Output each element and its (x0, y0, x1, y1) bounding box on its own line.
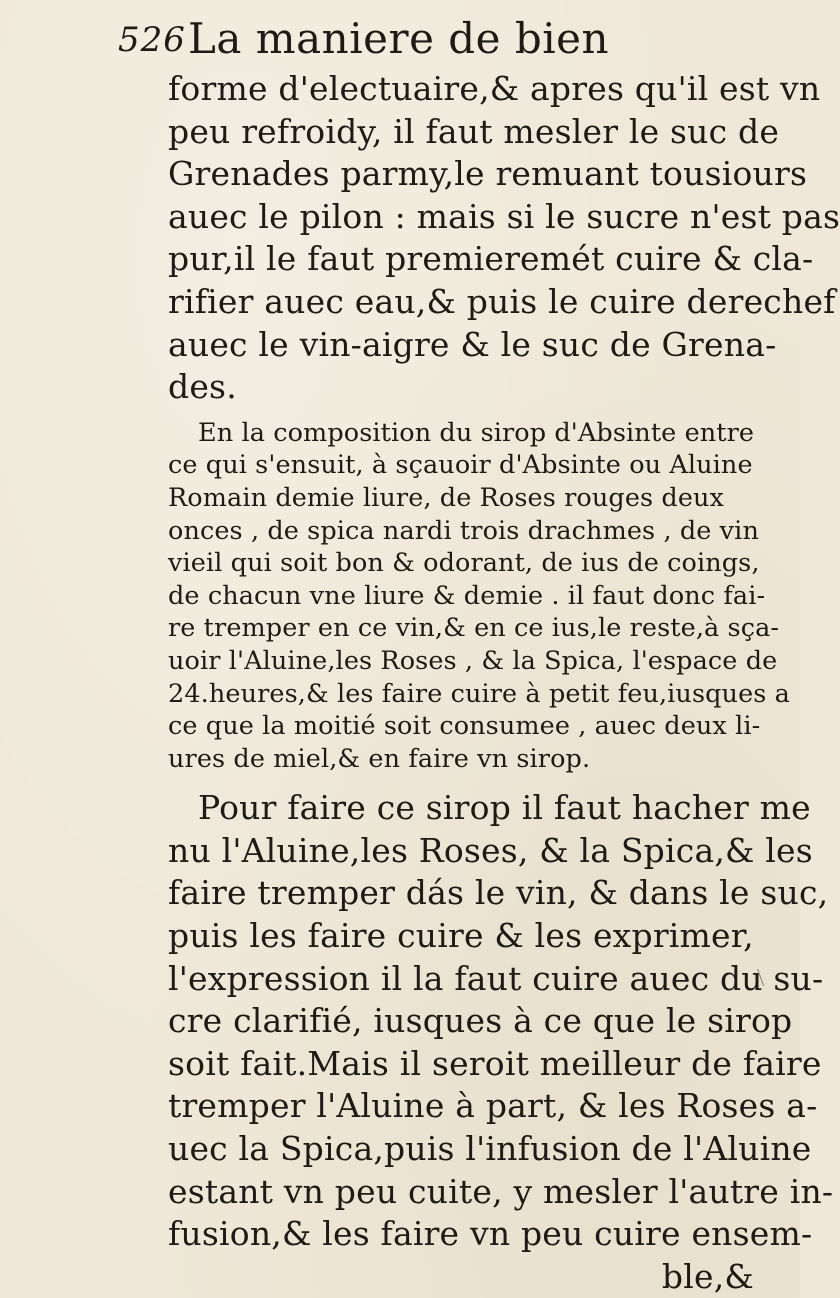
text-line: ble,& (661, 1256, 754, 1296)
page-header (118, 14, 678, 64)
text-line: re tremper en ce vin,& en ce ius,le reste,à sça- (168, 613, 780, 644)
text-line: peu refroidy, il faut mesler le suc de (168, 111, 780, 151)
text-line: soit fait.Mais il seroit meilleur de faire (168, 1043, 822, 1083)
text-line: uoir l'Aluine,les Roses , & la Spica, l'espace de (168, 645, 778, 676)
text-line: de chacun vne liure & demie . il faut donc fai- (168, 580, 766, 611)
text-line: auec le pilon : mais si le sucre n'est pas (168, 196, 840, 236)
text-line: uec la Spica,puis l'infusion de l'Aluine (168, 1129, 812, 1169)
text-line: estant vn peu cuite, y mesler l'autre in- (168, 1171, 834, 1211)
text-line: nu l'Aluine,les Roses, & la Spica,& les (168, 830, 813, 870)
text-line: onces , de spica nardi trois drachmes , de vin (168, 515, 759, 546)
text-line: des. (168, 367, 237, 407)
text-line: fusion,& les faire vn peu cuire ensem- (168, 1214, 813, 1254)
text-line: Romain demie liure, de Roses rouges deux (168, 482, 725, 513)
text-line: ures de miel,& en faire vn sirop. (168, 743, 591, 774)
text-line: Grenades parmy,le remuant tousiours (168, 154, 808, 194)
running-title: La maniere de bien (188, 14, 610, 63)
text-line: En la composition du sirop d'Absinte entre (198, 417, 755, 448)
paragraph-syrup-preparation (168, 787, 834, 1298)
text-line: faire tremper dás le vin, & dans le suc, (168, 873, 829, 913)
text-line: auec le vin-aigre & le suc de Grena- (168, 324, 777, 364)
text-line: ce qui s'ensuit, à sçauoir d'Absinte ou Aluine (168, 450, 753, 481)
paragraph-electuary (168, 68, 840, 409)
text-line: cre clarifié, iusques à ce que le sirop (168, 1001, 793, 1041)
text-line: puis les faire cuire & les exprimer, (168, 916, 754, 956)
text-line: tremper l'Aluine à part, & les Roses a- (168, 1086, 818, 1126)
paragraph-absinthe-syrup-recipe (168, 417, 790, 776)
text-line: vieil qui soit bon & odorant, de ius de coings, (168, 548, 760, 579)
text-line: rifier auec eau,& puis le cuire derechef (168, 281, 836, 321)
text-line: pur,il le faut premieremét cuire & cla- (168, 239, 814, 279)
page-number: 526 (118, 20, 186, 60)
text-line: 24.heures,& les faire cuire à petit feu,iusques a (168, 678, 790, 709)
text-line: ce que la moitié soit consumee , auec deux li- (168, 711, 761, 742)
main-text (168, 68, 840, 1298)
text-line: forme d'electuaire,& apres qu'il est vn (168, 69, 821, 108)
text-line: Pour faire ce sirop il faut hacher me (198, 788, 811, 828)
text-line: l'expression il la faut cuire auec du su- (168, 958, 824, 998)
